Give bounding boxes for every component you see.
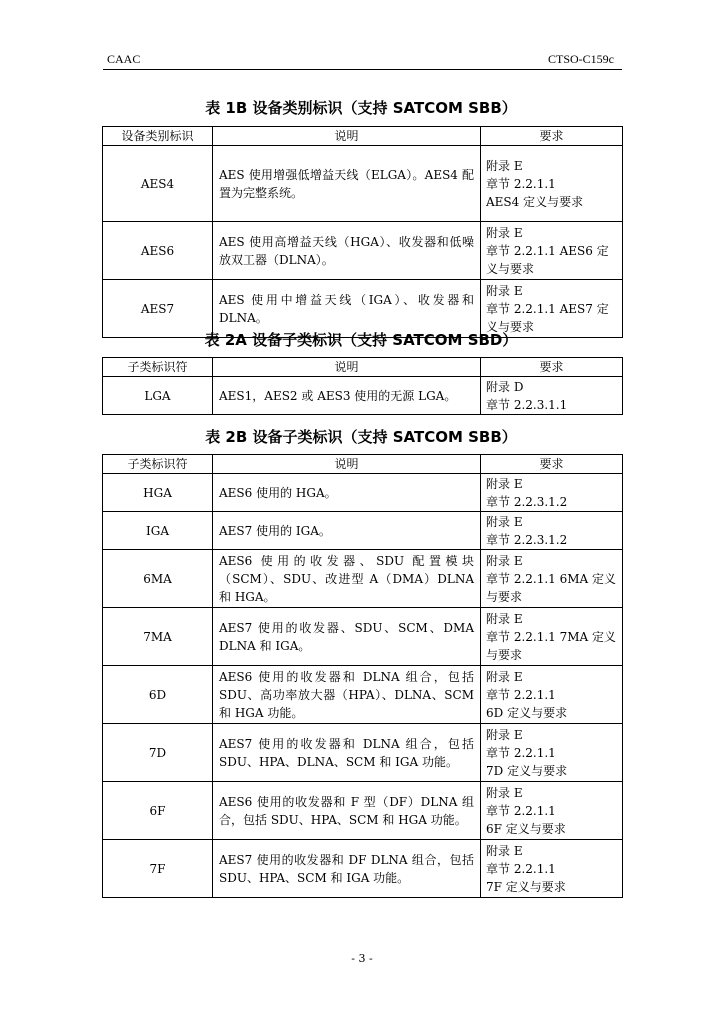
requirement-line: 章节 2.2.1.1 6MA 定义与要求 bbox=[486, 571, 617, 604]
requirement-cell bbox=[481, 512, 623, 550]
table-row bbox=[103, 550, 623, 608]
requirement-line: 附录 E bbox=[486, 785, 523, 800]
description-cell: AES 使用高增益天线（HGA）、收发器和低噪放双工器（DLNA）。 bbox=[213, 222, 481, 280]
header-rule bbox=[103, 69, 622, 70]
description-cell: AES 使用中增益天线（IGA）、收发器和 DLNA。 bbox=[213, 280, 481, 338]
requirement-cell bbox=[481, 146, 623, 222]
identifier-cell: AES6 bbox=[103, 222, 213, 280]
requirement-line: 附录 E bbox=[486, 158, 523, 173]
column-header: 要求 bbox=[481, 455, 623, 474]
requirement-line: 章节 2.2.1.1 AES6 定义与要求 bbox=[486, 243, 609, 276]
table-header-row bbox=[103, 358, 623, 377]
requirement-line: AES4 定义与要求 bbox=[486, 194, 584, 209]
table-row bbox=[103, 222, 623, 280]
table-row bbox=[103, 146, 623, 222]
table-row bbox=[103, 474, 623, 512]
requirement-cell bbox=[481, 782, 623, 840]
requirement-line: 附录 E bbox=[486, 476, 523, 491]
requirement-cell bbox=[481, 377, 623, 415]
requirement-line: 章节 2.2.3.1.2 bbox=[486, 494, 568, 509]
description-cell: AES7 使用的收发器和 DLNA 组合，包括 SDU、HPA、DLNA、SCM 和 IGA 功能。 bbox=[213, 724, 481, 782]
description-cell: AES 使用增强低增益天线（ELGA）。AES4 配置为完整系统。 bbox=[213, 146, 481, 222]
requirement-line: 章节 2.2.1.1 bbox=[486, 687, 556, 702]
requirement-line: 附录 E bbox=[486, 553, 523, 568]
description-cell: AES1，AES2 或 AES3 使用的无源 LGA。 bbox=[213, 377, 481, 415]
identifier-cell: 7MA bbox=[103, 608, 213, 666]
requirement-line: 章节 2.2.1.1 bbox=[486, 745, 556, 760]
header-right: CTSO-C159c bbox=[548, 52, 614, 66]
requirement-line: 章节 2.2.1.1 bbox=[486, 176, 556, 191]
requirement-cell bbox=[481, 474, 623, 512]
requirement-cell bbox=[481, 724, 623, 782]
table-2a bbox=[102, 357, 623, 415]
requirement-line: 章节 2.2.3.1.2 bbox=[486, 532, 568, 547]
column-header: 要求 bbox=[481, 358, 623, 377]
requirement-line: 7D 定义与要求 bbox=[486, 763, 568, 778]
identifier-cell: 6MA bbox=[103, 550, 213, 608]
requirement-line: 章节 2.2.3.1.1 bbox=[486, 397, 568, 412]
requirement-cell bbox=[481, 840, 623, 898]
identifier-cell: IGA bbox=[103, 512, 213, 550]
requirement-line: 附录 E bbox=[486, 727, 523, 742]
column-header: 设备类别标识 bbox=[103, 127, 213, 146]
table-row bbox=[103, 840, 623, 898]
table-row bbox=[103, 782, 623, 840]
table-row bbox=[103, 666, 623, 724]
requirement-line: 附录 E bbox=[486, 843, 523, 858]
column-header: 要求 bbox=[481, 127, 623, 146]
identifier-cell: LGA bbox=[103, 377, 213, 415]
description-cell: AES7 使用的收发器、SDU、SCM、DMA DLNA 和 IGA。 bbox=[213, 608, 481, 666]
table-row bbox=[103, 724, 623, 782]
description-cell: AES7 使用的 IGA。 bbox=[213, 512, 481, 550]
table-2b-caption: 表 2B 设备子类标识（支持 SATCOM SBB） bbox=[205, 428, 517, 446]
identifier-cell: 6D bbox=[103, 666, 213, 724]
table-2a-caption: 表 2A 设备子类标识（支持 SATCOM SBD） bbox=[204, 331, 518, 349]
requirement-line: 章节 2.2.1.1 bbox=[486, 803, 556, 818]
table-1b-caption: 表 1B 设备类别标识（支持 SATCOM SBB） bbox=[205, 99, 517, 117]
identifier-cell: AES7 bbox=[103, 280, 213, 338]
table-header-row bbox=[103, 127, 623, 146]
table-row bbox=[103, 377, 623, 415]
column-header: 说明 bbox=[213, 127, 481, 146]
requirement-line: 章节 2.2.1.1 bbox=[486, 861, 556, 876]
requirement-line: 6F 定义与要求 bbox=[486, 821, 566, 836]
requirement-line: 附录 E bbox=[486, 283, 523, 298]
identifier-cell: HGA bbox=[103, 474, 213, 512]
identifier-cell: 7D bbox=[103, 724, 213, 782]
table-header-row bbox=[103, 455, 623, 474]
table-row bbox=[103, 608, 623, 666]
header-left: CAAC bbox=[107, 52, 141, 66]
column-header: 说明 bbox=[213, 455, 481, 474]
requirement-line: 6D 定义与要求 bbox=[486, 705, 568, 720]
description-cell: AES6 使用的 HGA。 bbox=[213, 474, 481, 512]
table-1b bbox=[102, 126, 623, 338]
requirement-cell bbox=[481, 608, 623, 666]
column-header: 子类标识符 bbox=[103, 358, 213, 377]
requirement-line: 7F 定义与要求 bbox=[486, 879, 566, 894]
description-cell: AES6 使用的收发器、SDU 配置模块（SCM）、SDU、改进型 A（DMA）DLNA 和 HGA。 bbox=[213, 550, 481, 608]
identifier-cell: 7F bbox=[103, 840, 213, 898]
table-2b bbox=[102, 454, 623, 898]
requirement-cell bbox=[481, 550, 623, 608]
requirement-line: 附录 E bbox=[486, 225, 523, 240]
identifier-cell: 6F bbox=[103, 782, 213, 840]
description-cell: AES6 使用的收发器和 DLNA 组合，包括 SDU、高功率放大器（HPA）、DLNA、SCM 和 HGA 功能。 bbox=[213, 666, 481, 724]
page-number: - 3 - bbox=[351, 952, 373, 965]
requirement-line: 附录 E bbox=[486, 611, 523, 626]
requirement-line: 章节 2.2.1.1 7MA 定义与要求 bbox=[486, 629, 617, 662]
requirement-line: 附录 D bbox=[486, 379, 524, 394]
requirement-line: 附录 E bbox=[486, 669, 523, 684]
description-cell: AES6 使用的收发器和 F 型（DF）DLNA 组合，包括 SDU、HPA、SCM 和 HGA 功能。 bbox=[213, 782, 481, 840]
description-cell: AES7 使用的收发器和 DF DLNA 组合，包括 SDU、HPA、SCM 和 IGA 功能。 bbox=[213, 840, 481, 898]
identifier-cell: AES4 bbox=[103, 146, 213, 222]
requirement-cell bbox=[481, 666, 623, 724]
column-header: 说明 bbox=[213, 358, 481, 377]
column-header: 子类标识符 bbox=[103, 455, 213, 474]
requirement-line: 附录 E bbox=[486, 514, 523, 529]
requirement-cell bbox=[481, 222, 623, 280]
requirement-line: 章节 2.2.1.1 AES7 定义与要求 bbox=[486, 301, 609, 334]
table-row bbox=[103, 512, 623, 550]
